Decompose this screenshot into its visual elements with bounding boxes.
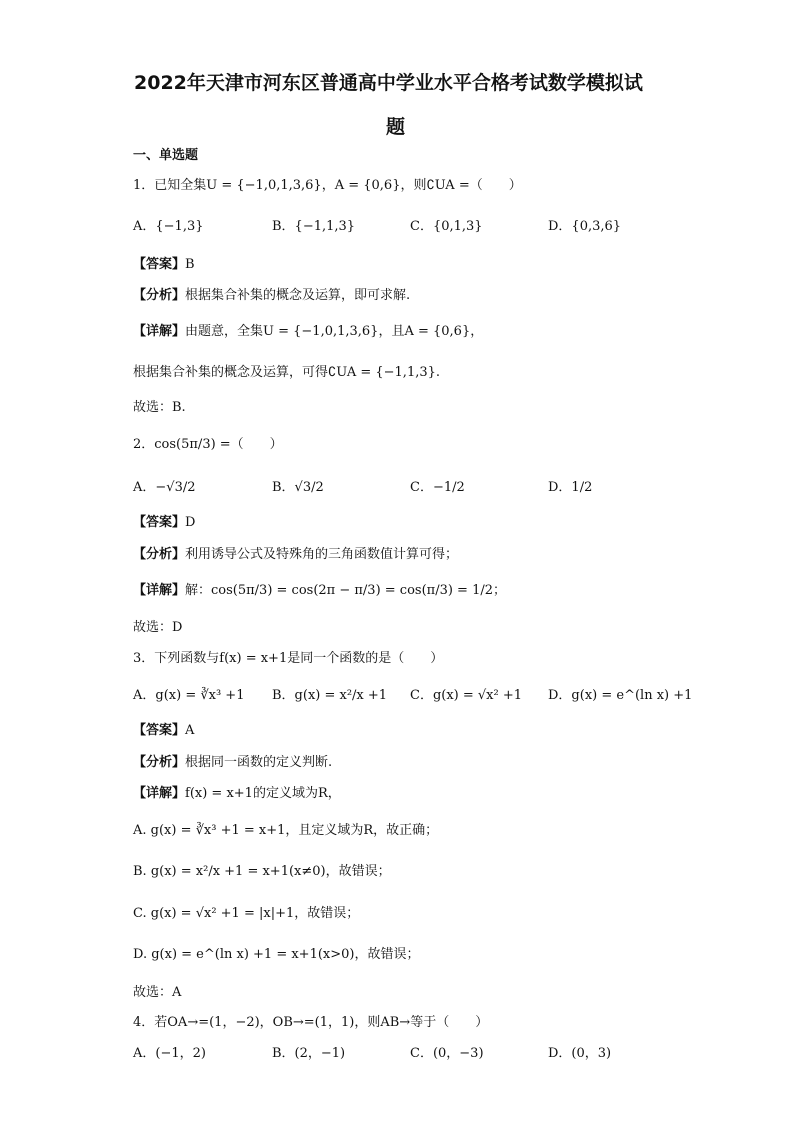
q3-option-a: A．g(x) = ∛x³ +1 bbox=[133, 688, 245, 703]
detail-tag: 【详解】 bbox=[133, 786, 186, 801]
q3-item-b: B. g(x) = x²/x +1 = x+1(x≠0)，故错误； bbox=[133, 864, 391, 879]
q2-detail-line bbox=[133, 581, 506, 601]
q1-analysis-line bbox=[133, 286, 410, 306]
q3-choice: 故选：A bbox=[133, 985, 182, 1000]
q4-option-b: B．(2，−1) bbox=[272, 1046, 346, 1061]
q4-option-a: A．(−1，2) bbox=[133, 1046, 206, 1061]
q4-option-c: C．(0，−3) bbox=[410, 1046, 484, 1061]
q2-option-d: D．1/2 bbox=[548, 480, 593, 495]
answer-tag: 【答案】 bbox=[133, 723, 186, 738]
analysis-text: 根据同一函数的定义判断. bbox=[185, 755, 333, 770]
q3-option-c: C．g(x) = √x² +1 bbox=[410, 688, 523, 703]
q2-option-c: C．−1/2 bbox=[410, 480, 465, 495]
analysis-text: 根据集合补集的概念及运算，即可求解. bbox=[185, 288, 411, 303]
q1-detail-line bbox=[133, 322, 483, 342]
q1-choice: 故选：B. bbox=[133, 400, 186, 415]
q1-option-a: A．{−1,3} bbox=[133, 219, 204, 234]
detail-text: f(x) = x+1的定义域为R， bbox=[185, 786, 341, 801]
analysis-tag: 【分析】 bbox=[133, 288, 186, 303]
q4-option-d: D．(0，3) bbox=[548, 1046, 612, 1061]
q2-choice: 故选：D bbox=[133, 620, 183, 635]
detail-text: 解：cos(5π/3) = cos(2π − π/3) = cos(π/3) = 1/2； bbox=[185, 583, 507, 598]
q3-item-c: C. g(x) = √x² +1 = |x|+1，故错误； bbox=[133, 906, 360, 921]
q3-detail-line bbox=[133, 784, 341, 804]
q1-option-b: B．{−1,1,3} bbox=[272, 219, 356, 234]
q2-option-b: B．√3/2 bbox=[272, 480, 324, 495]
answer-value: A bbox=[185, 723, 195, 738]
q1-option-c: C．{0,1,3} bbox=[410, 219, 483, 234]
analysis-tag: 【分析】 bbox=[133, 755, 186, 770]
detail-tag: 【详解】 bbox=[133, 583, 186, 598]
q3-item-d: D. g(x) = e^(ln x) +1 = x+1(x>0)，故错误； bbox=[133, 947, 420, 962]
answer-value: D bbox=[185, 515, 196, 530]
q3-option-b: B．g(x) = x²/x +1 bbox=[272, 688, 388, 703]
q3-analysis-line bbox=[133, 753, 332, 773]
answer-tag: 【答案】 bbox=[133, 515, 186, 530]
section-heading: 一、单选题 bbox=[133, 148, 199, 163]
analysis-tag: 【分析】 bbox=[133, 547, 186, 562]
answer-value: B bbox=[185, 257, 195, 272]
q2-stem: 2．cos(5π/3) =（ ） bbox=[133, 437, 283, 452]
q2-answer-line bbox=[133, 513, 195, 533]
page-title-line1: 2022年天津市河东区普通高中学业水平合格考试数学模拟试 bbox=[134, 72, 643, 94]
answer-tag: 【答案】 bbox=[133, 257, 186, 272]
q3-option-d: D．g(x) = e^(ln x) +1 bbox=[548, 688, 693, 703]
q3-item-a: A. g(x) = ∛x³ +1 = x+1，且定义域为R，故正确； bbox=[133, 823, 439, 838]
q1-answer-line bbox=[133, 255, 195, 275]
page-title-line2: 题 bbox=[386, 116, 406, 138]
q1-stem: 1．已知全集U = {−1,0,1,3,6}，A = {0,6}，则∁UA =（ ） bbox=[133, 178, 522, 193]
q3-answer-line bbox=[133, 721, 194, 741]
q1-option-d: D．{0,3,6} bbox=[548, 219, 622, 234]
analysis-text: 利用诱导公式及特殊角的三角函数值计算可得； bbox=[185, 547, 459, 562]
detail-text: 由题意，全集U = {−1,0,1,3,6}，且A = {0,6}， bbox=[185, 324, 484, 339]
q2-analysis-line bbox=[133, 545, 458, 565]
q3-stem: 3．下列函数与f(x) = x+1是同一个函数的是（ ） bbox=[133, 651, 444, 666]
q4-stem: 4．若OA→=(1，−2)，OB→=(1，1)，则AB→等于（ ） bbox=[133, 1015, 489, 1030]
detail-tag: 【详解】 bbox=[133, 324, 186, 339]
q1-detail-line2: 根据集合补集的概念及运算，可得∁UA = {−1,1,3}. bbox=[133, 365, 441, 380]
q2-option-a: A．−√3/2 bbox=[133, 480, 196, 495]
